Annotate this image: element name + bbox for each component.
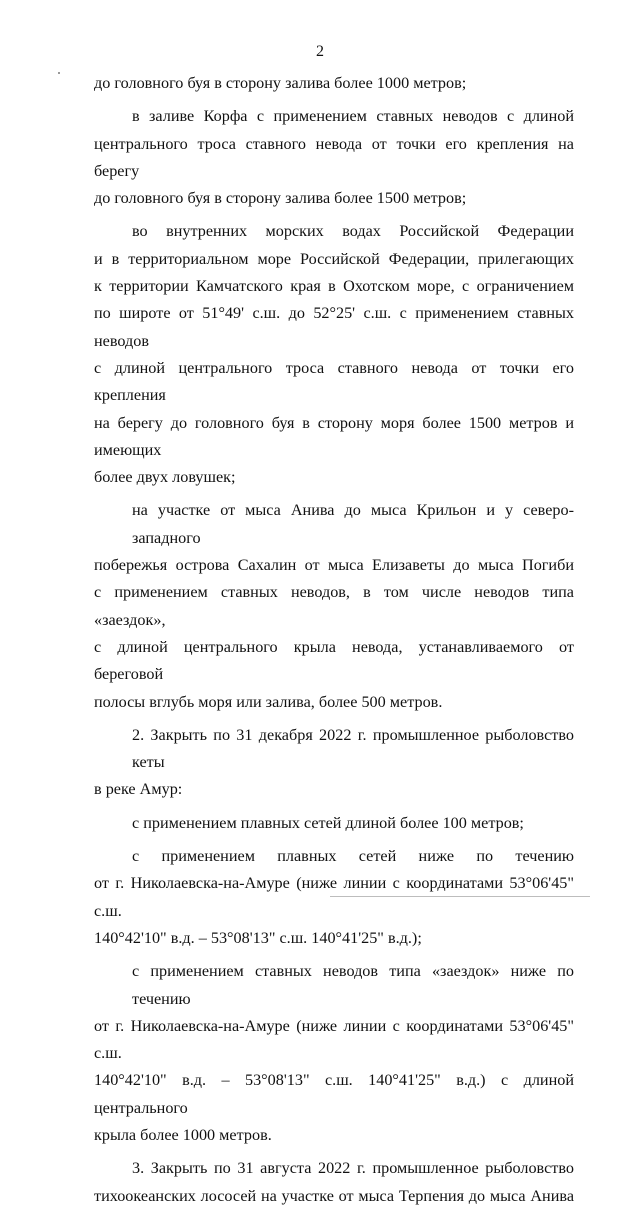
text-line: 140°42'10" в.д. – 53°08'13" с.ш. 140°41'25" в.д.) с длиной центрального <box>94 1071 574 1117</box>
text-line: побережья острова Сахалин от мыса Елизаветы до мыса Погиби <box>94 556 574 575</box>
text-line: в заливе Корфа с применением ставных неводов с длиной <box>132 107 574 126</box>
paragraph <box>94 722 574 804</box>
text-line: с применением ставных неводов, в том числе неводов типа «заездок», <box>94 583 574 629</box>
text-line: с длиной центрального троса ставного невода от точки его крепления <box>94 358 574 405</box>
text-line: крыла более 1000 метров. <box>94 1125 272 1144</box>
text-line: полосы вглубь моря или залива, более 500 метров. <box>94 692 443 711</box>
text-line: от г. Николаевска-на-Амуре (ниже линии с координатами 53°06'45" с.ш. <box>94 874 574 920</box>
text-line: с применением ставных неводов типа «заездок» ниже по течению <box>132 962 574 1008</box>
text-line: с применением плавных сетей длиной более 100 метров; <box>132 813 524 832</box>
text-line: центрального троса ставного невода от точки его крепления на берегу <box>94 134 574 180</box>
text-line: с длиной центрального крыла невода, устанавливаемого от береговой <box>94 637 574 684</box>
text-line: до головного буя в сторону залива более 1500 метров; <box>94 189 467 208</box>
paragraph <box>94 497 574 715</box>
text-line: на берегу до головного буя в сторону моря более 1500 метров и имеющих <box>94 413 574 459</box>
text-line: по широте от 51°49' с.ш. до 52°25' с.ш. с применением ставных неводов <box>94 304 574 350</box>
text-line: во внутренних морских водах Российской Федерации <box>132 222 574 241</box>
text-line: 140°42'10" в.д. – 53°08'13" с.ш. 140°41'25" в.д.); <box>94 928 422 947</box>
text-line: более двух ловушек; <box>94 468 236 487</box>
text-line: к территории Камчатского края в Охотском море, с ограничением <box>94 277 574 296</box>
paragraph <box>94 958 574 1149</box>
text-line: 2. Закрыть по 31 декабря 2022 г. промышленное рыболовство кеты <box>132 725 574 772</box>
scan-artifact <box>58 72 60 74</box>
scan-edge-line <box>330 896 590 897</box>
paragraph <box>94 70 574 97</box>
text-line: до головного буя в сторону залива более 1000 метров; <box>94 74 467 92</box>
text-line: тихоокеанских лососей на участке от мыса Терпения до мыса Анива <box>94 1186 574 1205</box>
text-line: в реке Амур: <box>94 780 183 799</box>
text-line: от г. Николаевска-на-Амуре (ниже линии с координатами 53°06'45" с.ш. <box>94 1016 574 1063</box>
text-line: на участке от мыса Анива до мыса Крильон и у северо-западного <box>132 501 574 547</box>
paragraph <box>94 103 574 212</box>
paragraph <box>94 1155 574 1210</box>
document-body <box>94 70 574 1210</box>
text-line: 3. Закрыть по 31 августа 2022 г. промышленное рыболовство <box>132 1159 574 1178</box>
paragraph <box>94 810 574 837</box>
paragraph <box>94 843 574 952</box>
paragraph <box>94 218 574 491</box>
text-line: с применением плавных сетей ниже по течению <box>132 847 574 866</box>
text-line: и в территориальном море Российской Федерации, прилегающих <box>94 249 574 268</box>
page-number: 2 <box>316 43 324 60</box>
